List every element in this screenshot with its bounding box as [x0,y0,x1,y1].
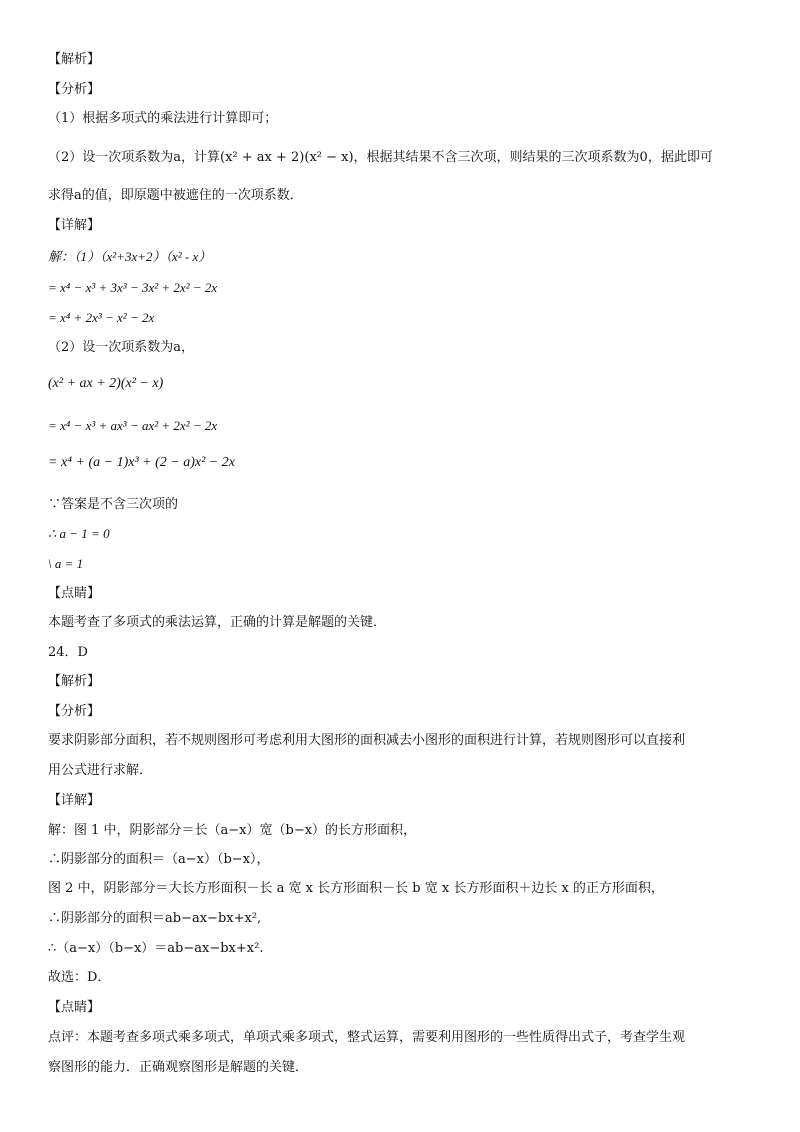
section-heading-reasoning: 【分析】 [48,704,101,719]
equation-line: \ a = 1 [48,556,84,571]
text-line: ∴阴影部分的面积＝ab−ax−bx+x², [48,911,262,926]
text-line: 用公式进行求解． [48,763,153,778]
text-line: 故选：D． [48,970,111,985]
text-line: 要求阴影部分面积，若不规则图形可考虑利用大图形的面积减去小图形的面积进行计算，若规则图形可以直接利 [48,733,686,748]
section-heading-analysis: 【解析】 [48,674,101,689]
equation-line: (x² + ax + 2)(x² − x) [48,376,164,391]
equation-line: = x⁴ + (a − 1)x³ + (2 − a)x² − 2x [48,455,235,470]
equation-line: = x⁴ − x³ + ax³ − ax² + 2x² − 2x [48,418,218,433]
text-line: （2）设一次项系数为a， [48,340,195,355]
text-line: 解：图 1 中，阴影部分＝长（a−x）宽（b−x）的长方形面积， [48,823,417,838]
equation-line: ∴ a − 1 = 0 [48,526,110,541]
text-line: 求得a的值，即原题中被遮住的一次项系数． [48,188,303,203]
text-line: ∴（a−x）（b−x）＝ab−ax−bx+x². [48,941,264,956]
question-answer: 24．D [48,645,88,660]
equation-line: = x⁴ − x³ + 3x³ − 3x² + 2x² − 2x [48,280,218,295]
text-line: （2）设一次项系数为a，计算(x² + ax + 2)(x² − x)，根据其结果不含三次项，则结果的三次项系数为0，据此即可 [48,150,713,165]
text-line: 图 2 中，阴影部分＝大长方形面积－长 a 宽 x 长方形面积－长 b 宽 x 长方形面积＋边长 x 的正方形面积， [48,881,664,896]
text-line: ∴阴影部分的面积＝（a−x）（b−x）， [48,852,270,867]
section-heading-comment: 【点睛】 [48,586,101,601]
text-line: 点评：本题考查多项式乘多项式，单项式乘多项式，整式运算，需要利用图形的一些性质得出式子，考查学生观 [48,1030,686,1045]
equation-line: 解：（1）（x²+3x+2）（x² - x） [48,249,212,264]
equation-line: = x⁴ + 2x³ − x² − 2x [48,310,155,325]
section-heading-solution: 【详解】 [48,218,101,233]
section-heading-reasoning: 【分析】 [48,82,101,97]
section-heading-solution: 【详解】 [48,793,101,808]
text-line: ∵答案是不含三次项的 [48,497,179,512]
section-heading-comment: 【点睛】 [48,1000,101,1015]
text-line: （1）根据多项式的乘法进行计算即可； [48,111,278,126]
text-line: 本题考查了多项式的乘法运算，正确的计算是解题的关键． [48,615,387,630]
text-line: 察图形的能力．正确观察图形是解题的关键． [48,1060,309,1075]
section-heading-analysis: 【解析】 [48,52,101,67]
